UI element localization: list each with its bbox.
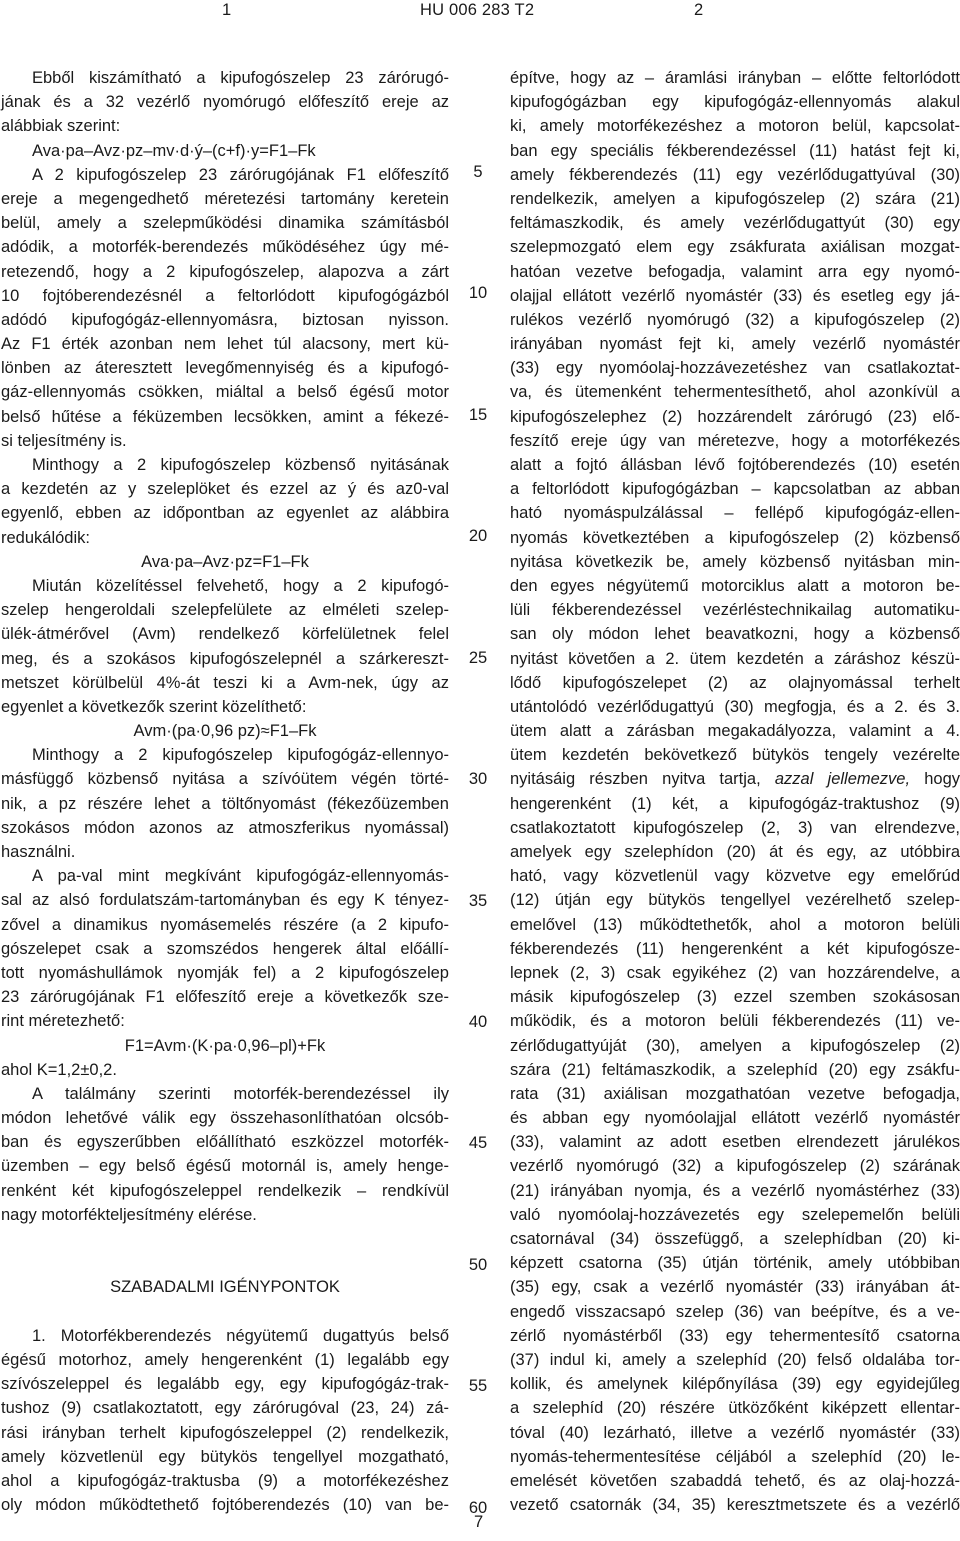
text-line: renként két kipufogószeleppel rendelkezik – rendkívül <box>1 1181 449 1200</box>
text-line: a kezdetén az y szeleplöket és ezzel az ý és az0-val <box>1 480 449 499</box>
text-line: (37) indul ki, amely a szelephíd (20) felső oldalába tor- <box>510 1350 960 1369</box>
text-line: fékberendezés (11) hengerenként a két kipufogósze- <box>510 939 960 958</box>
text-line: tóval (40) lezárható, illetve a vezérlő nyomástér (33) <box>510 1423 960 1442</box>
text-line: a feltorlódott kipufogógázban – kapcsolatban az abban <box>510 480 960 499</box>
text-line: nagy motorfékteljesítmény elérése. <box>1 1205 257 1224</box>
text-line: amely fékberendezés (11) egy vezérlődugattyúval (30) <box>510 165 960 184</box>
line-number: 30 <box>468 770 488 789</box>
text-line: a szelephíd (20) részére ütközőként kiképzett ellentar- <box>510 1399 960 1418</box>
text-line: való nyomóolaj-hozzávezetés egy szelepemelőn belüli <box>510 1205 960 1224</box>
text-line: den egyes négyütemű motorciklus alatt a motoron be- <box>510 576 960 595</box>
line-number: 55 <box>468 1377 488 1396</box>
text-line: lepnek (2, 3) csak egyikéhez (2) van hozzárendelve, a <box>510 963 960 982</box>
text-line: Az F1 érték azonban nem lehet túl alacsony, mert kü- <box>1 335 449 354</box>
text-line: ahol a kipufogógáz-traktusba (9) a motorfékezéshez <box>1 1471 449 1490</box>
text-line: rata (31) axiálisan mozgathatóan vezetve befogadja, <box>510 1084 960 1103</box>
header-patent-id: HU 006 283 T2 <box>420 1 535 19</box>
text-line: kipufogószelephez (2) hozzárendelt zárórugó (23) elő- <box>510 407 960 426</box>
text-line: vezérlő nyomórugó (32) a kipufogószelep (2) szárának <box>510 1157 960 1176</box>
text-line: használni. <box>1 843 76 861</box>
text-line: alatt a fojtó állásban lévő fojtóberendezés (10) esetén <box>510 456 960 474</box>
text-line: A pa-val mint megkívánt kipufogógáz-ellennyomás- <box>32 867 449 886</box>
text-line: csatornával (34) összefüggő, a szelephídban (20) ki- <box>510 1230 960 1248</box>
text-line: nik, a pz részére lehet a töltőnyomást (fékezőüzemben <box>1 794 449 813</box>
text-line: építve, hogy az – áramlási irányban – előtte feltorlódott <box>510 69 960 87</box>
text-line: alábbiak szerint: <box>1 117 121 136</box>
text-line: zővel a dinamikus nyomásemelés részére (a 2 kipufo- <box>1 915 449 934</box>
text-line: üzemben – egy belső égésű motornál is, amely henge- <box>1 1157 449 1176</box>
text-line: égésű motorhoz, amely hengerenként (1) legalább egy <box>1 1350 449 1369</box>
text-line: ahol K=1,2±0,2. <box>1 1060 117 1079</box>
text-line: 10 fojtóberendezésnél a feltorlódott kipufogógázból <box>1 286 449 305</box>
text-line: vezető csatornák (34, 35) keresztmetszete és a vezérlő <box>510 1496 960 1515</box>
text-line: Minthogy a 2 kipufogószelep kipufogógáz-ellennyo- <box>32 746 449 765</box>
text-line: egyenlet a következők szerint közelíthető: <box>1 697 307 716</box>
text-line: ban és egyszerűbben előállítható eszközzel motorfék- <box>1 1133 449 1152</box>
text-line: adódó kipufogógáz-ellennyomásra, biztosan nyisson. <box>1 310 449 329</box>
header-right-page-number: 2 <box>694 1 704 19</box>
text-line: ban egy speciális fékberendezéssel (11) hatást fejt ki, <box>510 141 960 160</box>
text-line: 23 zárórugójának F1 előfeszítő ereje a következők sze- <box>1 988 449 1007</box>
text-line: nyitása következik be, amely közbenső nyitásban min- <box>510 552 960 571</box>
text-line: rási irányban terhelt kipufogószeleppel (2) rendelkezik, <box>1 1423 449 1442</box>
text-line: működik, és a motoron belüli fékberendezés (11) ve- <box>510 1012 960 1031</box>
line-number: 15 <box>468 405 488 424</box>
text-line: szokásos módon azonos az atmoszferikus nyomással) <box>1 818 449 837</box>
line-number: 60 <box>468 1498 488 1517</box>
line-number: 35 <box>468 891 488 910</box>
left-text-column <box>1 66 449 1517</box>
text-line: zérlődugattyúját (30), amelyen a kipufogószelep (2) <box>510 1036 960 1055</box>
text-line: Ava·pa–Avz·pz=F1–Fk <box>141 552 309 571</box>
text-line: (21) irányában nyomja, és a vezérlő nyomástérhez (33) <box>510 1181 960 1200</box>
text-line: szára (21) feltámaszkodik, a szelephíd (20) egy zsákfu- <box>510 1060 960 1079</box>
text-line: ütem kezdetén bekövetkező bütykös tengely vezérelte <box>510 746 960 765</box>
text-line: 1. Motorfékberendezés négyütemű dugattyús belső <box>32 1326 449 1345</box>
text-line: emelését követően szabaddá tehető, és az olaj-hozzá- <box>510 1471 960 1490</box>
text-line: SZABADALMI IGÉNYPONTOK <box>110 1278 340 1297</box>
text-line: amelyek egy szelephídon (20) át és egy, az utóbbira <box>510 843 960 861</box>
text-line: (33), valamint az adott esetben elrendezett járulékos <box>510 1133 960 1152</box>
text-line: metszet körülbelül 4%-át teszi ki a Avm-nek, úgy az <box>1 673 449 692</box>
text-line: szívószeleppel és legalább egy, egy kipufogógáz-trak- <box>1 1375 449 1394</box>
text-line: emelővel (13) működtethetők, ahol a motoron belüli <box>510 915 960 934</box>
text-line: szelepmozgató elem egy zsákfurata axiálisan mozgat- <box>510 238 960 257</box>
footer-page-number: 7 <box>474 1513 484 1531</box>
text-line: hengerenként (1) két, a kipufogógáz-traktushoz (9) <box>510 794 960 813</box>
text-line: hatóan vezetve befogadja, valamint arra egy nyomó- <box>510 262 960 281</box>
line-number: 45 <box>468 1134 488 1153</box>
text-line: ható, vagy közvetlenül vagy közvetve egy emelőrúd <box>510 867 960 886</box>
text-line: irányában nyomást fejt ki, amely vezérlő nyomástér <box>510 335 960 354</box>
line-number: 50 <box>468 1255 488 1274</box>
text-line: Ava·pa–Avz·pz–mv·d·ý–(c+f)·y=F1–Fk <box>32 141 316 160</box>
text-line: belső hűtése a féküzemben lecsökken, amint a fékezé- <box>1 407 449 426</box>
text-line: jának és a 32 vezérlő nyomórugó előfeszítő ereje az <box>1 93 449 112</box>
text-line: (35) egy, csak a vezérlő nyomástér (33) irányában át- <box>510 1278 960 1297</box>
text-line: san oly módon lehet beavatkozni, hogy a közbenső <box>510 625 960 644</box>
text-line: amely közvetlenül egy bütykös tengellyel mozgatható, <box>1 1447 449 1466</box>
text-line: gáz-ellennyomás csökken, miáltal a belső égésű motor <box>1 383 449 402</box>
line-number: 40 <box>468 1012 488 1031</box>
text-line: redukálódik: <box>1 528 90 547</box>
text-line: Minthogy a 2 kipufogószelep közbenső nyitásának <box>32 456 449 474</box>
text-line: A 2 kipufogószelep 23 zárórugójának F1 előfeszítő <box>32 165 449 184</box>
text-line: adódik, a motorfék-berendezés működéséhez úgy mé- <box>1 238 449 257</box>
text-line: feltámaszkodik, és amely vezérlődugattyút (30) egy <box>510 214 960 233</box>
text-line: ülék-átmérővel (Avm) rendelkező körfelületnek felel <box>1 625 449 644</box>
text-line: va, és ütemenként tehermentesíthető, ahol azonkívül a <box>510 383 960 402</box>
text-line: utántolódó vezérlődugattyú (30) megfogja, és a 2. és 3. <box>510 697 960 716</box>
text-line: zérlő nyomástérből (33) egy tehermentesítő csatorna <box>510 1326 960 1345</box>
text-line: feszítő ereje úgy van méretezve, hogy a motorfékezés <box>510 431 960 450</box>
text-line: A találmány szerinti motorfék-berendezéssel ily <box>32 1084 449 1103</box>
text-line: si teljesítmény is. <box>1 431 127 450</box>
text-line: lönben az áteresztett levegőmennyiség és a kipufogó- <box>1 359 449 378</box>
text-line: rendelkezik, amelyen a kipufogószelep (2) szára (21) <box>510 189 960 208</box>
text-line: kollik, és amelynek kilépőnyílása (39) egy egyidejűleg <box>510 1375 960 1394</box>
line-number: 10 <box>468 284 488 303</box>
text-line: egyenlő, ebben az időpontban az egyenlet az alábbira <box>1 504 449 523</box>
text-line: ki, amely motorfékezéshez a motoron belül, kapcsolat- <box>510 117 960 136</box>
text-line: (12) útján egy bütykös tengellyel vezérelhető szelep- <box>510 891 960 910</box>
text-line: szelep hengeroldali szelepfelülete az elméleti szelep- <box>1 601 449 620</box>
text-line: sal az alsó fordulatszám-tartományban és egy K tényez- <box>1 891 449 910</box>
text-line: lüli fékberendezéssel vezérléstechnikailag automatiku- <box>510 601 960 620</box>
line-number: 25 <box>468 648 488 667</box>
text-line: képzett csatorna (35) útján történik, amely utóbbiban <box>510 1254 960 1273</box>
text-line: módon lehetővé válik egy összehasonlíthatóan olcsób- <box>1 1109 449 1128</box>
text-line: F1=Avm·(K·pa·0,96–pl)+Fk <box>124 1036 326 1055</box>
italic-phrase: azzal jellemezve, <box>774 770 911 789</box>
text-line: tushoz (9) csatlakoztatott, egy zárórugóval (23, 24) zá- <box>1 1399 449 1418</box>
text-line: ható nyomáspulzálással – fellépő kipufogógáz-ellen- <box>510 504 960 523</box>
text-line: Miután közelítéssel felvehető, hogy a 2 kipufogó- <box>32 576 449 595</box>
text-line: gószelepet csak a szomszédos hengerek által előállí- <box>1 939 449 958</box>
text-line: ereje a megengedhető méretezési tartomány keretein <box>1 189 449 208</box>
text-line: nyomás-tehermentesítése céljából a szelephíd (20) le- <box>510 1447 960 1466</box>
text-line: kipufogógázban egy kipufogógáz-ellennyomás alakul <box>510 93 960 112</box>
text-line: nyitásáig részben nyitva tartja, azzal jellemezve, hogy <box>510 770 960 789</box>
text-line: lődő kipufogószelepet (2) az olajnyomással terhelt <box>510 673 960 692</box>
text-line: csatlakoztatott kipufogószelep (2, 3) van elrendezve, <box>510 818 960 837</box>
right-text-column <box>510 66 960 1517</box>
text-line: Ebből kiszámítható a kipufogószelep 23 zárórugó- <box>32 69 449 87</box>
text-line: rulékos vezérlő nyomórugó (32) a kipufogószelep (2) <box>510 310 960 329</box>
text-line: másik kipufogószelep (3) ezzel szemben szokásosan <box>510 988 960 1007</box>
line-number: 5 <box>473 162 483 181</box>
text-line: másfüggő közbenső nyitása a szívóütem végén törté- <box>1 770 449 789</box>
text-line <box>1 1227 449 1251</box>
text-line: oly módon működtethető fojtóberendezés (10) van be- <box>1 1496 449 1515</box>
text-line: retezendő, hogy a 2 kipufogószelep, alapozva a zárt <box>1 262 449 281</box>
text-line: nyitást követően a 2. ütem kezdetén a záráshoz készü- <box>510 649 960 668</box>
text-line: engedő visszacsapó szelep (36) van beépítve, és a ve- <box>510 1302 960 1321</box>
text-line <box>1 1251 449 1275</box>
line-number: 20 <box>468 527 488 546</box>
text-line: belül, amely a szelepműködési dinamika számításból <box>1 214 449 233</box>
text-line: és abban egy nyomóolajjal ellátott vezérlő nyomástér <box>510 1109 960 1128</box>
text-line: rint méretezhető: <box>1 1012 125 1031</box>
text-line: (33) egy nyomóolaj-hozzávezetéshez van csatlakoztat- <box>510 359 960 378</box>
text-line: olajjal ellátott vezérlő nyomástér (33) és esetleg egy já- <box>510 286 960 305</box>
text-line: Avm·(pa·0,96 pz)≈F1–Fk <box>133 722 317 741</box>
header-left-page-number: 1 <box>222 1 232 19</box>
text-line <box>1 1300 449 1324</box>
text-line: ütem alatt a zárásban megakadályozza, valamint a 4. <box>510 722 960 741</box>
text-line: meg, és a szokásos kipufogószelepnél a szárkereszt- <box>1 649 449 668</box>
text-line: nyomás következtében a kipufogószelep (2) közbenső <box>510 528 960 547</box>
text-line: tott nyomáshullámok nyomják fel) a 2 kipufogószelep <box>1 963 449 982</box>
